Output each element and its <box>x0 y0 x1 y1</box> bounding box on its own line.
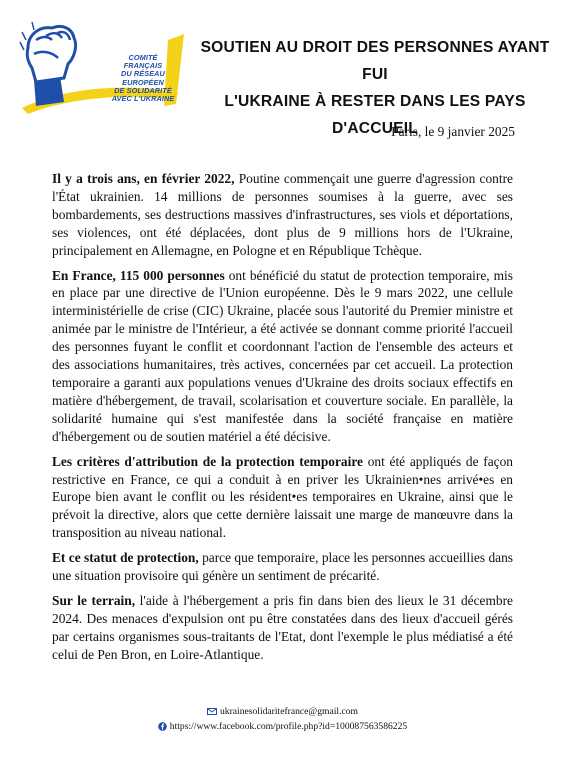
paragraph-lead: Sur le terrain, <box>52 592 136 608</box>
envelope-icon <box>207 708 217 715</box>
paragraph <box>52 170 513 260</box>
paragraph-text: parce que temporaire, place les personnes accueillies dans une situation provisoire qui génère un sentiment de précarité. <box>52 550 513 584</box>
footer-facebook-row <box>0 719 565 734</box>
logo-text <box>88 54 198 103</box>
paragraph <box>52 549 513 585</box>
paragraph-text: ont été appliqués de façon restrictive en France, ce qui a conduit à en priver les Ukrainien•nes arrivé•es en Europe bien avant le conflit ou les résident•es temporaires en Ukraine, ainsi que le prévoit la directive, alors que cette dernière laissait une marge de manœuvre dans la transposition au niveau national. <box>52 453 513 541</box>
paragraph-text: Poutine commençait une guerre d'agression contre l'État ukrainien. 14 millions de personnes soumises à la guerre, avec ses bombardements, ses destructions massives d'infrastructures, ses viols et déportations, ses violences, ont été déplacées, dont plus de 9 millions hors de l'Ukraine, principalement en Allemagne, en Pologne et en République Tchèque. <box>52 171 514 258</box>
logo-line: EUROPÉEN <box>122 77 164 87</box>
logo-line: DU RÉSEAU <box>121 69 165 79</box>
logo-line: DE SOLIDARITÉ <box>114 85 172 95</box>
facebook-icon <box>158 722 167 731</box>
title-line-2: L'UKRAINE À RESTER DANS LES PAYS D'ACCUEIL <box>224 93 526 137</box>
paragraph <box>52 267 513 446</box>
paragraph-lead: Les critères d'attribution de la protection temporaire <box>52 453 363 469</box>
email-link[interactable]: ukrainesolidaritefrance@gmail.com <box>219 706 359 717</box>
paragraph-lead: En France, 115 000 personnes <box>52 267 225 283</box>
paragraph-text: ont bénéficié du statut de protection temporaire, mis en place par une directive de l'Union européenne. Dès le 9 mars 2022, une cellule interministérielle de crise (CIC) Ukraine, placée sous l'autorité du Premier ministre et animée par le ministre de l'Intérieur, a été activée se donnant comme priorité l'accueil des personnes fuyant le conflit et coordonnant l'action de l'ensemble des acteurs et des associations humanitaires, très actives, concernées par cet accueil. La protection temporaire a garanti aux populations venues d'Ukraine des droits sociaux effectifs en matière d'hébergement, de travail, scolarisation et couverture sociale. En parallèle, la solidarité humaine qui s'est manifestée dans la société française en matière d'hébergement ou de soutien matériel a été décisive. <box>52 267 513 444</box>
footer-email-row <box>0 704 565 719</box>
footer <box>0 704 565 734</box>
paragraph-lead: Et ce statut de protection, <box>52 550 199 566</box>
title-line-1: SOUTIEN AU DROIT DES PERSONNES AYANT FUI <box>200 39 550 83</box>
logo-line: COMITÉ <box>128 53 158 62</box>
logo-line: FRANÇAIS <box>123 61 163 71</box>
paragraph <box>52 453 513 543</box>
committee-logo <box>18 20 188 116</box>
logo-line: AVEC L'UKRAINE <box>111 94 175 104</box>
document-date: Paris, le 9 janvier 2025 <box>391 124 515 139</box>
paragraph-lead: Il y a trois ans, en février 2022, <box>52 171 235 186</box>
paragraph <box>52 592 513 664</box>
facebook-link[interactable]: https://www.facebook.com/profile.php?id=100087563586225 <box>169 721 408 732</box>
document-body <box>52 170 513 671</box>
paragraph-text: l'aide à l'hébergement a pris fin dans bien des lieux le 31 décembre 2024. Des menaces d'expulsion ont pu être constatées dans des lieux d'accueil gérés par certains organismes sous-traitants de l'Etat, dont l'exemple le plus médiatisé a été celui de Pen Bron, en Loire-Atlantique. <box>52 592 513 662</box>
